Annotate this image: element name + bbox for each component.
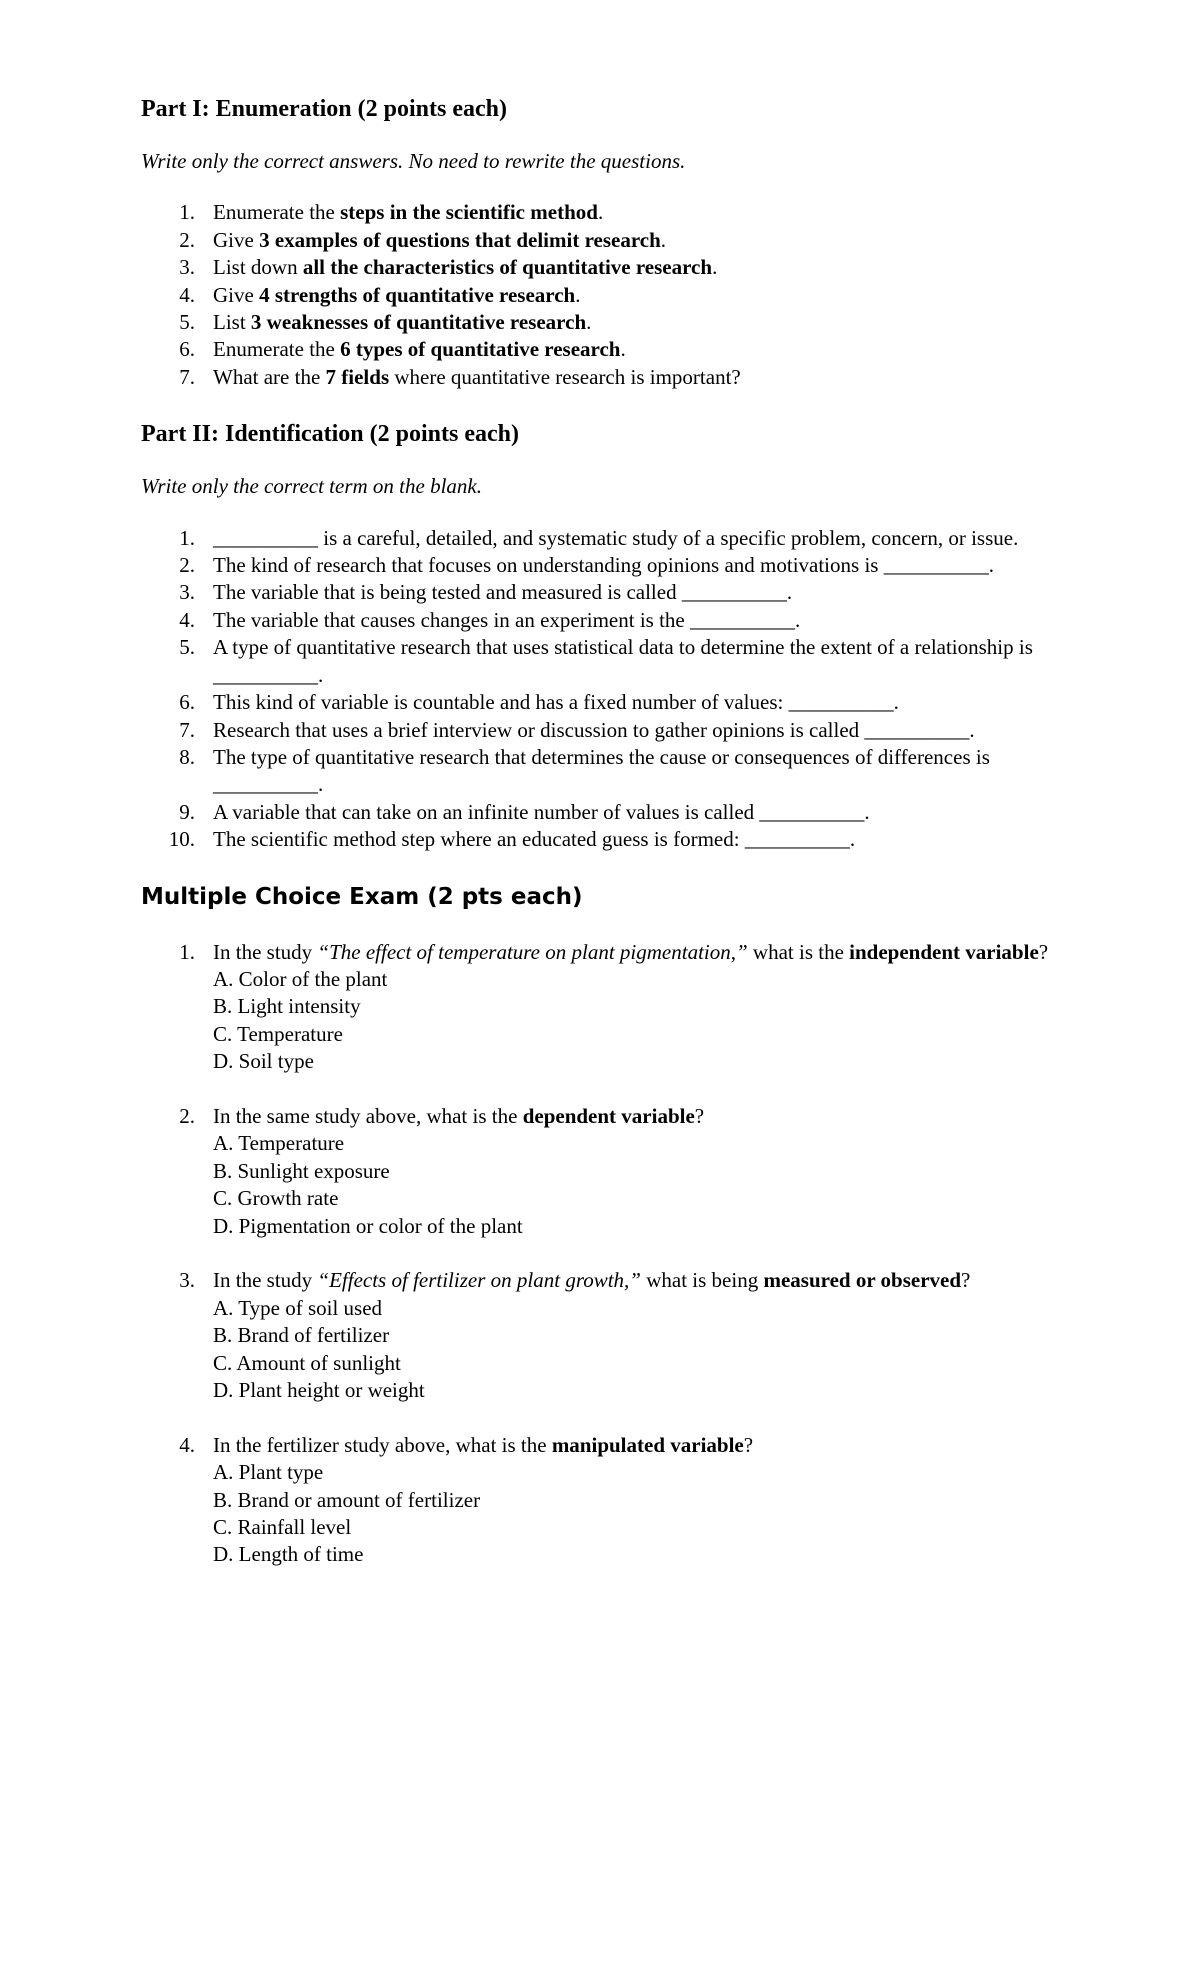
answer-option: B. Brand or amount of fertilizer <box>213 1487 481 1512</box>
item-text: . <box>660 227 667 252</box>
item-text: __________ is a careful, detailed, and systematic study of a specific problem, concern, or issue. <box>213 525 1019 550</box>
answer-option: C. Temperature <box>213 1021 343 1046</box>
question-italic: “The effect of temperature on plant pigmentation,” <box>317 939 748 964</box>
item-bold-text: 3 weaknesses of quantitative research <box>250 310 587 335</box>
item-number: 7. <box>179 717 195 742</box>
question-bold: manipulated variable <box>551 1432 744 1457</box>
question-text: ? <box>961 1268 971 1293</box>
item-bold-text: steps in the scientific method <box>340 200 598 225</box>
list-item <box>141 826 1071 853</box>
item-text: Give <box>213 282 260 307</box>
question-number: 2. <box>179 1103 195 1128</box>
mc-question <box>141 1103 1071 1240</box>
item-bold-text: 7 fields <box>325 364 390 389</box>
item-number: 4. <box>179 282 195 307</box>
item-text: What are the <box>213 364 326 389</box>
exam-page <box>141 94 1071 1596</box>
question-text: what is being <box>640 1268 764 1293</box>
question-number: 4. <box>179 1432 195 1457</box>
item-number: 9. <box>179 799 195 824</box>
list-item <box>141 607 1071 634</box>
item-text: Research that uses a brief interview or discussion to gather opinions is called __________. <box>213 717 975 742</box>
list-item <box>141 634 1071 689</box>
part1-instruction: Write only the correct answers. No need to rewrite the questions. <box>141 149 686 173</box>
list-item <box>141 717 1071 744</box>
item-text: List down <box>213 255 303 280</box>
answer-option: B. Brand of fertilizer <box>213 1323 390 1348</box>
item-text: The type of quantitative research that determines the cause or consequences of differences is __________. <box>213 744 990 797</box>
answer-option: B. Sunlight exposure <box>213 1158 390 1183</box>
item-number: 2. <box>179 553 195 578</box>
answer-option: A. Type of soil used <box>213 1295 383 1320</box>
question-number: 3. <box>179 1268 195 1293</box>
item-number: 7. <box>179 364 195 389</box>
item-text: The scientific method step where an educated guess is formed: __________. <box>213 827 856 852</box>
question-text: ? <box>743 1432 754 1457</box>
question-bold: dependent variable <box>522 1103 695 1128</box>
item-text: A variable that can take on an infinite number of values is called __________. <box>213 799 870 824</box>
list-item <box>141 744 1071 799</box>
answer-option: A. Temperature <box>213 1131 345 1156</box>
question-text: ? <box>1038 939 1049 964</box>
list-item <box>141 579 1071 606</box>
item-text: . <box>575 282 581 307</box>
item-text: . <box>597 200 604 225</box>
item-text: This kind of variable is countable and has a fixed number of values: __________. <box>213 690 899 715</box>
item-text: . <box>712 255 718 280</box>
mc-question <box>141 1267 1071 1404</box>
list-item <box>141 282 1071 309</box>
question-bold: independent variable <box>849 939 1039 964</box>
question-number: 1. <box>179 939 195 964</box>
question-bold: measured or observed <box>763 1268 962 1293</box>
question-text: ? <box>694 1103 705 1128</box>
answer-option: D. Plant height or weight <box>213 1378 425 1402</box>
item-text: Enumerate the <box>213 200 341 225</box>
item-number: 1. <box>179 200 195 225</box>
part3-title: Multiple Choice Exam (2 pts each) <box>141 883 583 910</box>
item-text: . <box>586 310 592 335</box>
part1-list <box>141 199 1071 391</box>
list-item <box>141 199 1071 226</box>
mc-question-list <box>141 939 1071 1569</box>
answer-option: C. Growth rate <box>213 1186 339 1211</box>
question-text: what is the <box>747 939 850 964</box>
answer-option: D. Length of time <box>213 1542 364 1567</box>
list-item <box>141 364 1071 391</box>
item-text: List <box>213 310 251 335</box>
list-item <box>141 336 1071 363</box>
item-number: 10. <box>168 827 195 852</box>
list-item <box>141 254 1071 281</box>
item-text: Give <box>213 227 260 252</box>
item-bold-text: 3 examples of questions that delimit research <box>259 227 661 252</box>
part2-title: Part II: Identification (2 points each) <box>141 421 519 448</box>
item-number: 4. <box>179 607 195 632</box>
list-item <box>141 227 1071 254</box>
item-text: The variable that causes changes in an experiment is the __________. <box>213 607 801 632</box>
item-number: 6. <box>179 690 195 715</box>
answer-option: D. Soil type <box>213 1049 314 1074</box>
item-bold-text: all the characteristics of quantitative research <box>302 255 713 280</box>
mc-question <box>141 939 1071 1076</box>
question-italic: “Effects of fertilizer on plant growth,” <box>317 1268 641 1293</box>
answer-option: A. Plant type <box>213 1460 324 1485</box>
item-bold-text: 6 types of quantitative research <box>340 337 621 362</box>
list-item <box>141 309 1071 336</box>
item-number: 1. <box>179 525 195 550</box>
item-text: . <box>620 337 626 362</box>
list-item <box>141 689 1071 716</box>
item-text: The variable that is being tested and measured is called __________. <box>213 580 793 605</box>
part2-list <box>141 525 1071 854</box>
list-item <box>141 525 1071 552</box>
item-text: where quantitative research is important? <box>389 364 741 389</box>
list-item <box>141 552 1071 579</box>
answer-option: B. Light intensity <box>213 994 361 1019</box>
answer-option: D. Pigmentation or color of the plant <box>213 1213 523 1238</box>
item-text: Enumerate the <box>213 337 341 362</box>
question-text: In the study <box>213 1268 318 1293</box>
answer-option: C. Amount of sunlight <box>213 1350 401 1375</box>
part2-instruction: Write only the correct term on the blank. <box>141 474 482 499</box>
item-number: 3. <box>179 255 195 280</box>
item-number: 5. <box>179 310 195 335</box>
item-number: 2. <box>179 227 195 252</box>
answer-option: C. Rainfall level <box>213 1515 352 1540</box>
question-text: In the fertilizer study above, what is the <box>213 1432 552 1457</box>
item-number: 8. <box>179 744 195 769</box>
item-number: 6. <box>179 337 195 362</box>
list-item <box>141 799 1071 826</box>
mc-question <box>141 1432 1071 1569</box>
item-text: A type of quantitative research that uses statistical data to determine the extent of a relationship is __________. <box>213 635 1033 687</box>
item-text: The kind of research that focuses on understanding opinions and motivations is __________. <box>213 553 994 578</box>
item-number: 3. <box>179 580 195 605</box>
item-bold-text: 4 strengths of quantitative research <box>259 282 576 307</box>
question-text: In the study <box>213 939 318 964</box>
answer-option: A. Color of the plant <box>213 966 388 991</box>
part1-title: Part I: Enumeration (2 points each) <box>141 96 507 122</box>
item-number: 5. <box>179 635 195 660</box>
question-text: In the same study above, what is the <box>213 1103 523 1128</box>
